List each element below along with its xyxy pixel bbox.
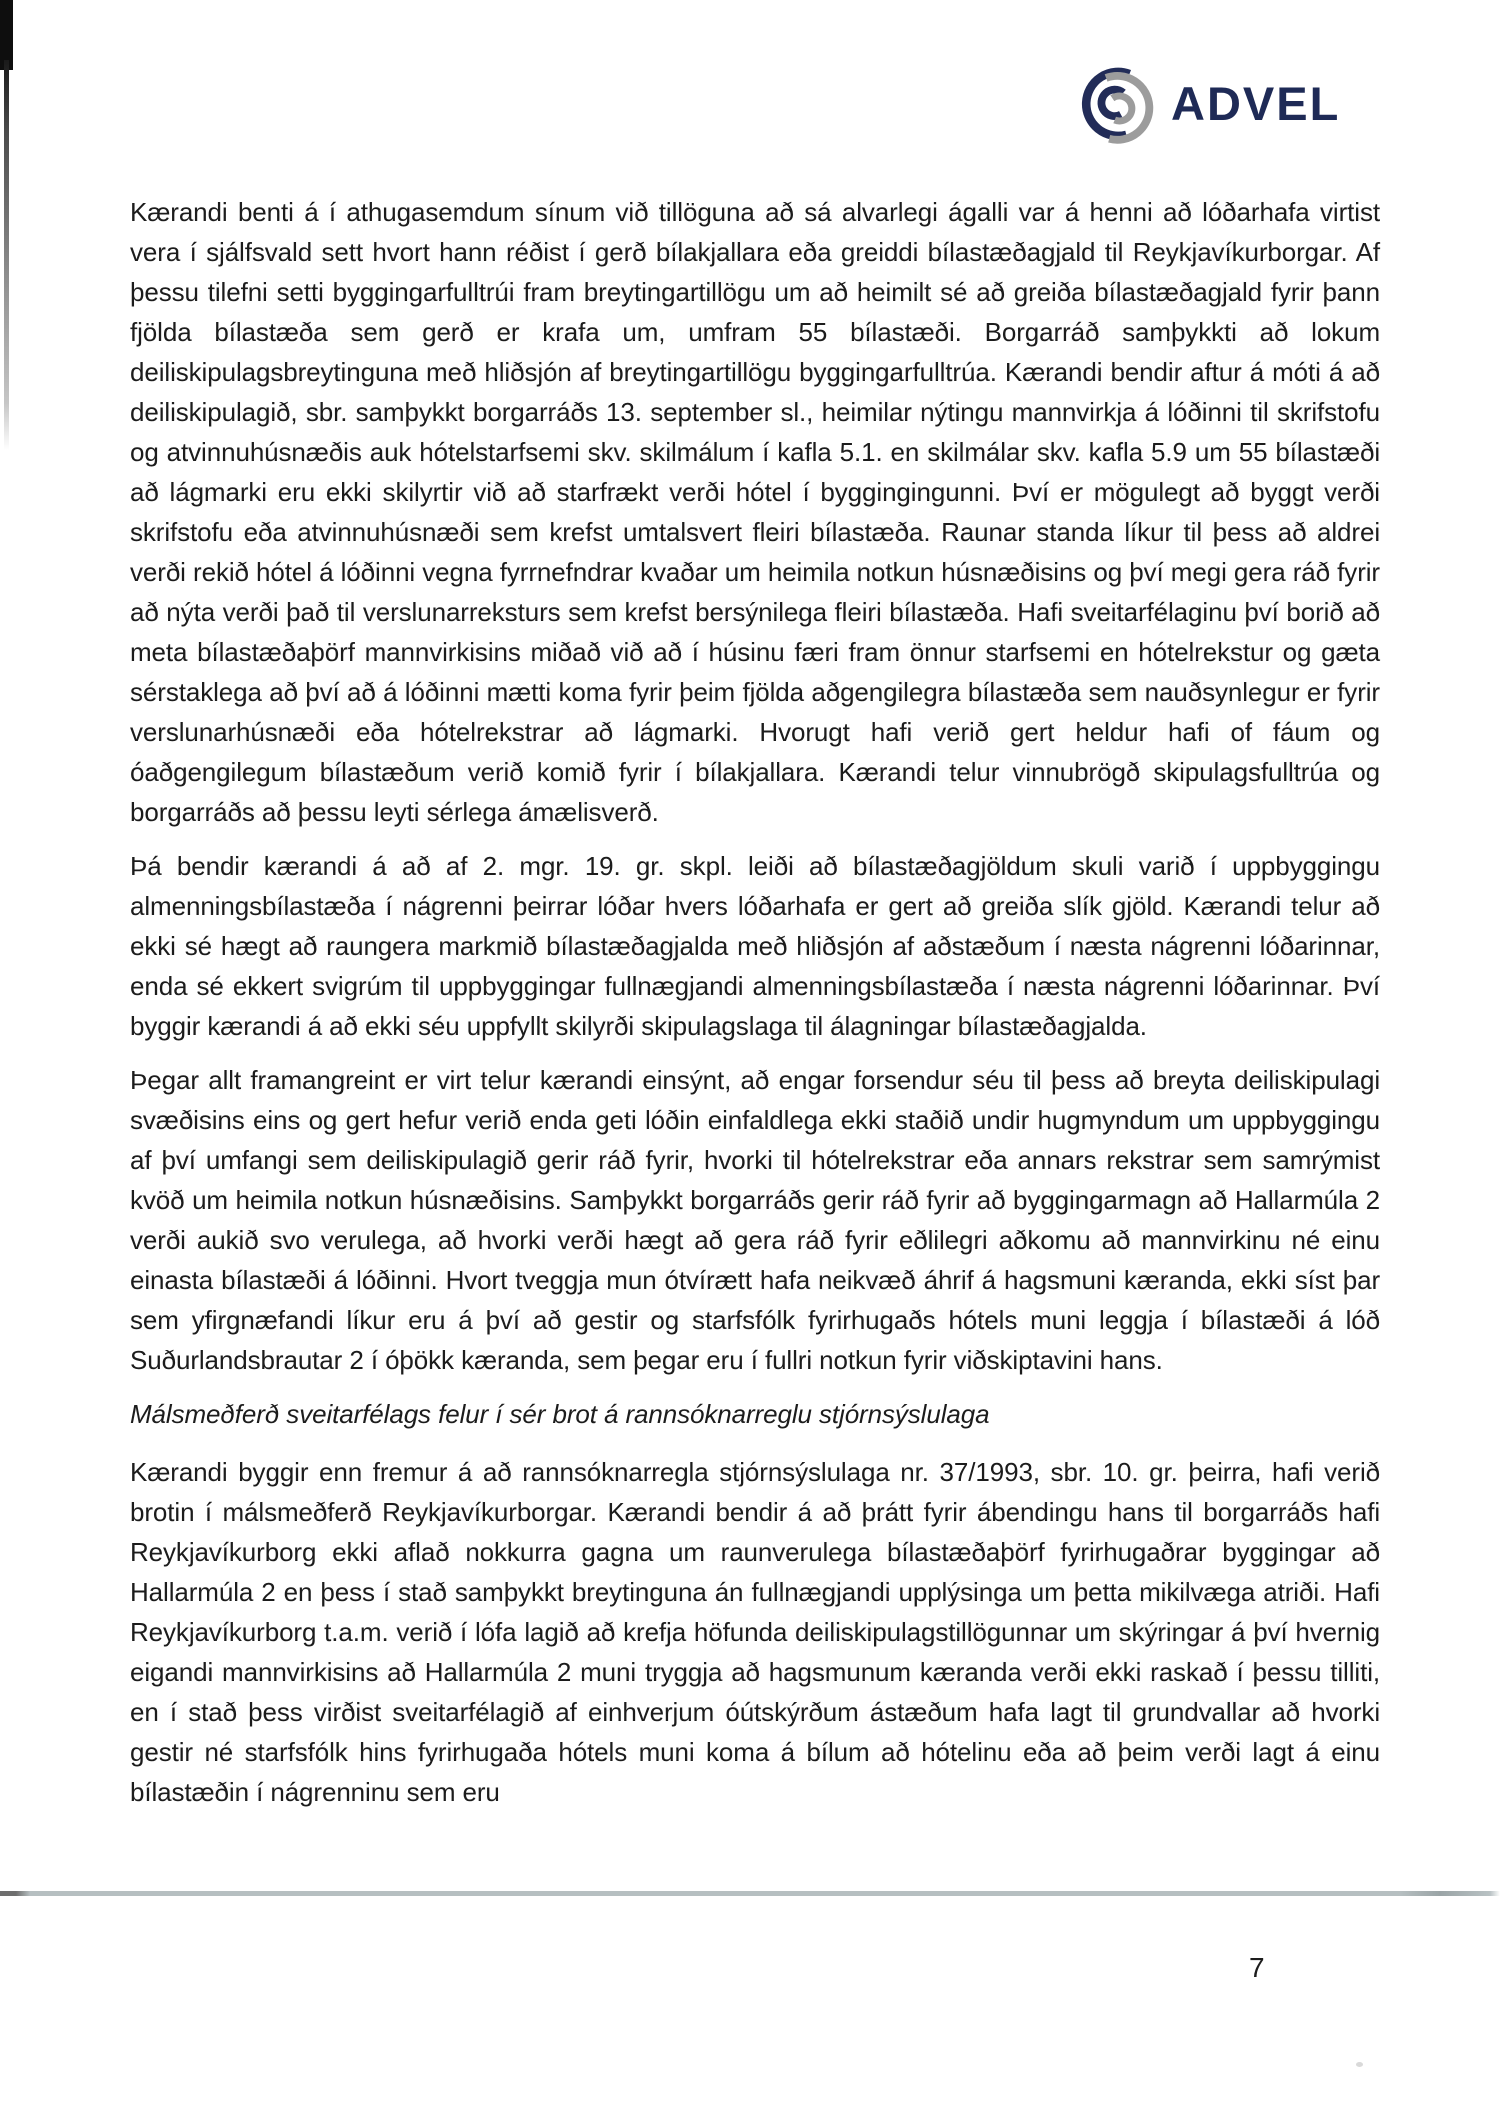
- paragraph-3: Þegar allt framangreint er virt telur kærandi einsýnt, að engar forsendur séu til þess að breyta deiliskipulagi svæðisins eins og gert hefur verið enda geti lóðin einfaldlega ekki staðið undir hugmyndum um uppbyggingu af því umfangi sem deiliskipulagið gerir ráð fyrir, hvorki til hótelrekstrar eða annars rekstrar sem samrýmist kvöð um heimila notkun húsnæðisins. Samþykkt borgarráðs gerir ráð fyrir að byggingarmagn að Hallarmúla 2 verði aukið svo verulega, að hvorki verði hægt að gera ráð fyrir eðlilegri aðkomu að mannvirkinu né einu einasta bílastæði á lóðinni. Hvort tveggja mun ótvírætt hafa neikvæð áhrif á hagsmuni kæranda, ekki síst þar sem yfirgnæfandi líkur eru á því að gestir og starfsfólk fyrirhugaðs hótels muni leggja í bílastæði á lóð Suðurlandsbrautar 2 í óþökk kæranda, sem þegar eru í fullri notkun fyrir viðskiptavini hans.: [130, 1065, 1380, 1375]
- advel-swirl-icon: [1078, 66, 1156, 146]
- scan-artifact-speck: [1356, 2062, 1363, 2067]
- paragraph-2: Þá bendir kærandi á að af 2. mgr. 19. gr. skpl. leiði að bílastæðagjöldum skuli varið í uppbyggingu almenningsbílastæða í nágrenni þeirrar lóðar hvers lóðarhafa er gert að greiða slík gjöld. Kærandi telur að ekki sé hægt að raungera markmið bílastæðagjalda með hliðsjón af aðstæðum í næsta nágrenni lóðarinnar, enda sé ekkert svigrúm til uppbyggingar fullnægjandi almenningsbílastæða í næsta nágrenni lóðarinnar. Því byggir kærandi á að ekki séu uppfyllt skilyrði skipulagslaga til álagningar bílastæðagjalda.: [130, 851, 1380, 1041]
- document-body: [130, 192, 1380, 1826]
- scan-artifact-left-line: [4, 60, 9, 450]
- scan-artifact-horizontal-line: [0, 1891, 1500, 1896]
- advel-logo-text: ADVEL: [1171, 76, 1341, 130]
- advel-logo: [1078, 66, 1340, 146]
- section-heading: Málsmeðferð sveitarfélags felur í sér brot á rannsóknarreglu stjórnsýslulaga: [130, 1399, 990, 1429]
- paragraph-1: Kærandi benti á í athugasemdum sínum við tillöguna að sá alvarlegi ágalli var á henni að lóðarhafa virtist vera í sjálfsvald sett hvort hann réðist í gerð bílakjallara eða greiddi bílastæðagjald til Reykjavíkurborgar. Af þessu tilefni setti byggingarfulltrúi fram breytingartillögu um að heimilt sé að greiða bílastæðagjald fyrir þann fjölda bílastæða sem gerð er krafa um, umfram 55 bílastæði. Borgarráð samþykkti að lokum deiliskipulagsbreytinguna með hliðsjón af breytingartillögu byggingarfulltrúa. Kærandi bendir aftur á móti á að deiliskipulagið, sbr. samþykkt borgarráðs 13. september sl., heimilar nýtingu mannvirkja á lóðinni til skrifstofu og atvinnuhúsnæðis auk hótelstarfsemi skv. skilmálum í kafla 5.1. en skilmálar skv. kafla 5.9 um 55 bílastæði að lágmarki eru ekki skilyrtir við að starfrækt verði hótel í byggingingunni. Því er mögulegt að byggt verði skrifstofu eða atvinnuhúsnæði sem krefst umtalsvert fleiri bílastæða. Raunar standa líkur til þess að aldrei verði rekið hótel á lóðinni vegna fyrrnefndrar kvaðar um heimila notkun húsnæðisins og því megi gera ráð fyrir að nýta verði það til verslunarreksturs sem krefst bersýnilega fleiri bílastæða. Hafi sveitarfélaginu því borið að meta bílastæðaþörf mannvirkisins miðað við að í húsinu færi fram önnur starfsemi en hótelrekstur og gæta sérstaklega að því að á lóðinni mætti koma fyrir þeim fjölda aðgengilegra bílastæða sem nauðsynlegur er fyrir verslunarhúsnæði eða hótelrekstrar að lágmarki. Hvorugt hafi verið gert heldur hafi of fáum og óaðgengilegum bílastæðum verið komið fyrir í bílakjallara. Kærandi telur vinnubrögð skipulagsfulltrúa og borgarráðs að þessu leyti sérlega ámælisverð.: [130, 197, 1380, 827]
- page-number: 7: [1249, 1952, 1265, 1983]
- paragraph-4: Kærandi byggir enn fremur á að rannsóknarregla stjórnsýslulaga nr. 37/1993, sbr. 10. gr. þeirra, hafi verið brotin í málsmeðferð Reykjavíkurborgar. Kærandi bendir á að þrátt fyrir ábendingu hans til borgarráðs hafi Reykjavíkurborg ekki aflað nokkurra gagna um raunverulega bílastæðaþörf fyrirhugaðrar byggingar að Hallarmúla 2 en þess í stað samþykkt breytinguna án fullnægjandi upplýsinga um þetta mikilvæga atriði. Hafi Reykjavíkurborg t.a.m. verið í lófa lagið að krefja höfunda deiliskipulagstillögunnar um skýringar á því hvernig eigandi mannvirkisins að Hallarmúla 2 muni tryggja að hagsmunum kæranda verði ekki raskað í þessu tilliti, en í stað þess virðist sveitarfélagið af einhverjum óútskýrðum ástæðum hafa lagt til grundvallar að hvorki gestir né starfsfólk hins fyrirhugaða hótels muni koma á bílum að hótelinu eða að þeim verði lagt á einu bílastæðin í nágrenninu sem eru: [130, 1457, 1380, 1807]
